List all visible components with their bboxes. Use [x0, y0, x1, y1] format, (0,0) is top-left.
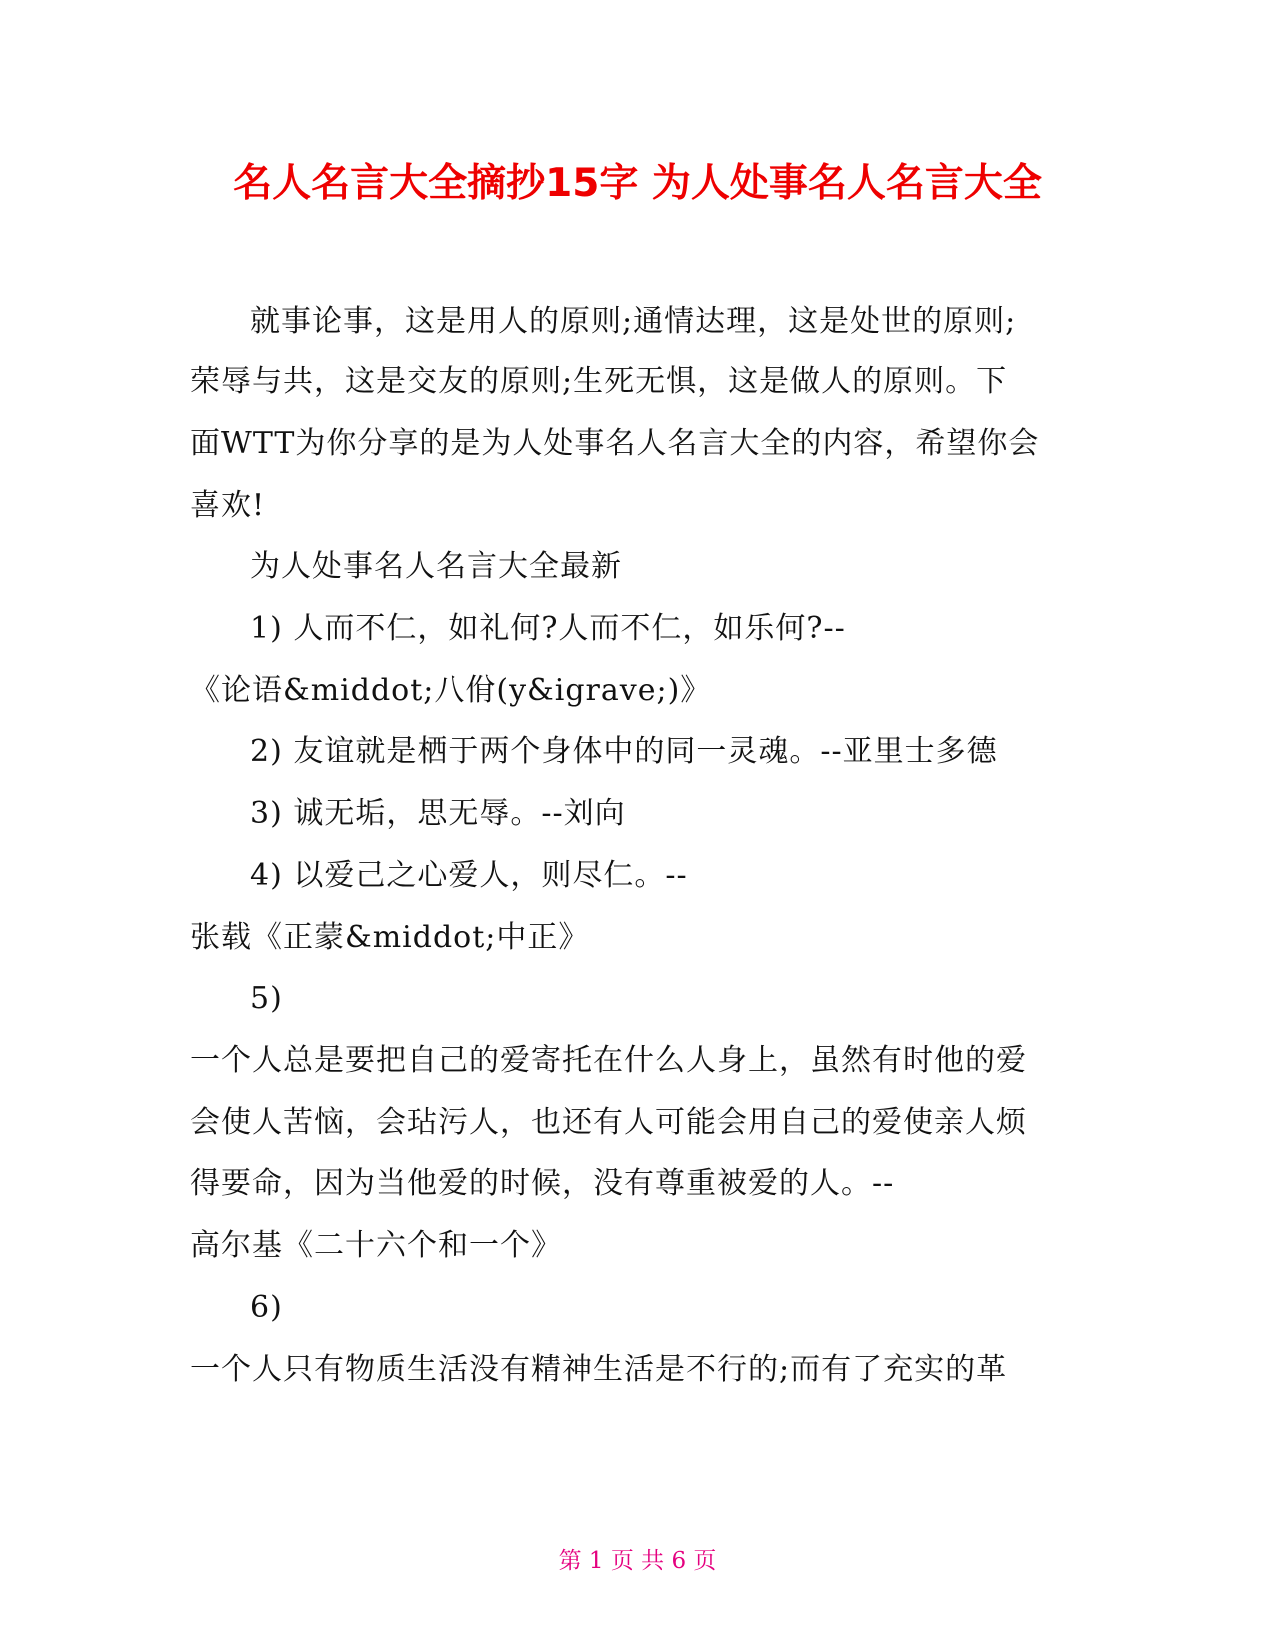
- quote-line: 《论语&middot;八佾(y&igrave;)》: [190, 673, 712, 708]
- quote-line: 得要命，因为当他爱的时候，没有尊重被爱的人。--: [190, 1166, 895, 1201]
- page-footer: 第 1 页 共 6 页: [558, 1548, 717, 1574]
- paragraph-line: 就事论事，这是用人的原则;通情达理，这是处世的原则;: [250, 304, 1017, 339]
- quote-line: 5): [250, 981, 283, 1016]
- quote-line: 2) 友谊就是栖于两个身体中的同一灵魂。--亚里士多德: [250, 734, 998, 769]
- quote-line: 会使人苦恼，会玷污人，也还有人可能会用自己的爱使亲人烦: [190, 1105, 1027, 1140]
- paragraph-line: 荣辱与共，这是交友的原则;生死无惧，这是做人的原则。下: [190, 364, 1008, 399]
- quote-line: 4) 以爱己之心爱人，则尽仁。--: [250, 858, 688, 893]
- quote-line: 6): [250, 1290, 283, 1325]
- quote-line: 1) 人而不仁，如礼何?人而不仁，如乐何?--: [250, 611, 846, 646]
- document-title: 名人名言大全摘抄15字 为人处事名人名言大全: [233, 161, 1042, 206]
- paragraph-line: 面WTT为你分享的是为人处事名人名言大全的内容，希望你会: [190, 426, 1040, 461]
- quote-line: 一个人只有物质生活没有精神生活是不行的;而有了充实的革: [190, 1352, 1008, 1387]
- quote-line: 一个人总是要把自己的爱寄托在什么人身上，虽然有时他的爱: [190, 1043, 1027, 1078]
- section-heading: 为人处事名人名言大全最新: [250, 549, 622, 584]
- quote-line: 3) 诚无垢，思无辱。--刘向: [250, 796, 626, 831]
- quote-line: 张载《正蒙&middot;中正》: [190, 920, 590, 955]
- quote-line: 高尔基《二十六个和一个》: [190, 1228, 562, 1263]
- paragraph-line: 喜欢!: [190, 488, 266, 523]
